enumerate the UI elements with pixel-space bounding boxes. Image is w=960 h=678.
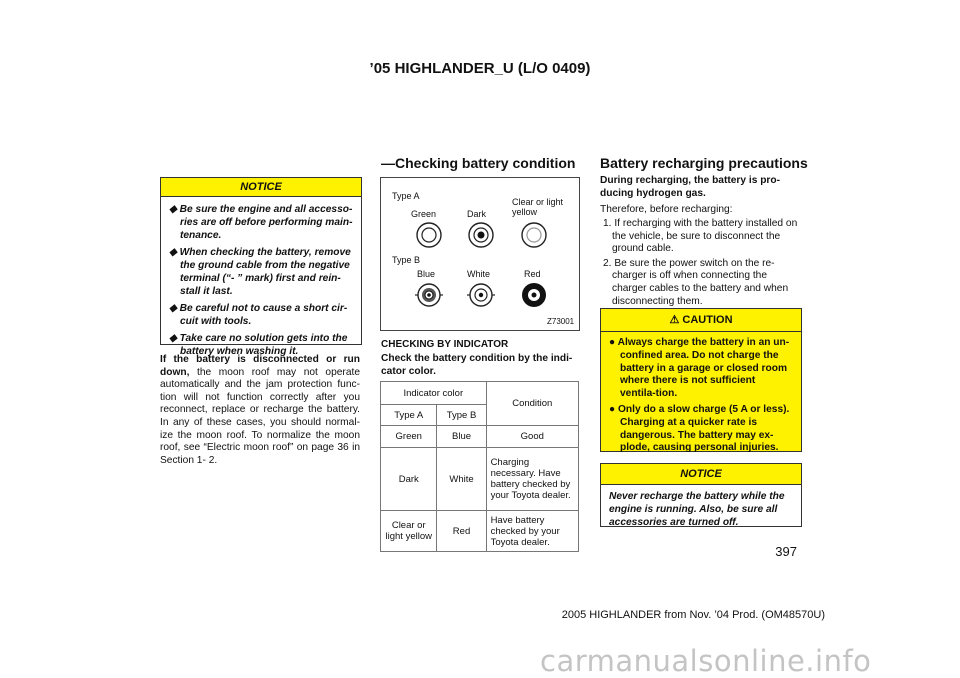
notice-item: ◆ Take care no solution gets into the battery when washing it.	[169, 333, 348, 357]
watermark: carmanualsonline.info	[540, 644, 872, 678]
cell-type-a: Dark	[381, 448, 437, 511]
recharging-intro: During recharging, the battery is pro-ducing hydrogen gas.	[600, 175, 781, 199]
fig-red-label: Red	[524, 269, 541, 279]
page-header: ’05 HIGHLANDER_U (L/O 0409)	[369, 60, 591, 77]
table-row	[381, 426, 579, 448]
section-title-recharging: Battery recharging precautions	[600, 155, 808, 171]
notice-box	[160, 177, 362, 357]
fig-dark-label: Dark	[467, 209, 487, 219]
caution-box	[600, 308, 802, 452]
table-row	[381, 448, 579, 511]
fig-clear-label: Clear or light yellow	[512, 197, 564, 217]
recharge-notice-box	[600, 463, 802, 527]
cell-condition: Charging necessary. Have battery checked by your Toyota dealer.	[486, 448, 578, 511]
recharge-notice-title: NOTICE	[601, 464, 801, 485]
table-row	[381, 511, 579, 552]
caution-item: ● Always charge the battery in an un-confined area. Do not charge the battery in a garage or closed room where there is not sufficient ventila-tion.	[609, 337, 790, 400]
indicator-clear-icon	[522, 223, 546, 247]
fig-green-label: Green	[411, 209, 437, 219]
th-type-b: Type B	[437, 405, 486, 426]
cell-condition: Good	[486, 426, 578, 448]
indicator-red-icon	[522, 283, 546, 307]
cell-type-a: Green	[381, 426, 437, 448]
fig-white-label: White	[467, 269, 491, 279]
caution-title: ⚠ CAUTION	[601, 309, 801, 332]
fig-type-b: Type B	[392, 255, 421, 265]
th-condition: Condition	[486, 382, 578, 426]
th-type-a: Type A	[381, 405, 437, 426]
checking-instruction: Check the battery condition by the indi-cator color.	[381, 353, 573, 377]
recharging-steps	[600, 218, 800, 310]
caution-item: ● Only do a slow charge (5 A or less). Charging at a quicker rate is dangerous. The battery may ex-plode, causing personal injuries.	[609, 403, 790, 454]
step-item: 1. If recharging with the battery installed on the vehicle, be sure to disconnect the ground cable.	[603, 218, 798, 255]
fig-code: Z73001	[547, 317, 575, 326]
recharging-therefore: Therefore, before recharging:	[600, 204, 733, 215]
indicator-table	[380, 381, 579, 552]
notice-item: ◆ Be careful not to cause a short cir-cuit with tools.	[169, 303, 348, 327]
indicator-figure	[380, 177, 580, 331]
cell-type-a: Clear or light yellow	[381, 511, 437, 552]
moon-roof-text: the moon roof may not operate automatically and the jam protection func-tion will not function correctly after you reconnect, replace or recharge the battery. In any of these cases, you should normal-ize the moon roof. To normalize the moon roof, see “Electric moon roof” on page 36 in Section 1- 2.	[160, 366, 360, 466]
recharge-notice-text: Never recharge the battery while the engine is running. Also, be sure all accessories are turned off.	[609, 491, 785, 528]
fig-blue-label: Blue	[417, 269, 436, 279]
indicator-blue-icon	[415, 284, 443, 306]
fig-type-a: Type A	[392, 191, 420, 201]
step-item: 2. Be sure the power switch on the re-charger is off when connecting the charger cables to the battery and when disconnecting them.	[603, 257, 789, 307]
indicator-green-icon	[417, 223, 441, 247]
cell-condition: Have battery checked by your Toyota dealer.	[486, 511, 578, 552]
indicator-white-icon	[467, 284, 495, 306]
indicator-drawing	[381, 178, 579, 330]
notice-title: NOTICE	[161, 178, 361, 197]
warning-triangle-icon: ⚠	[669, 314, 680, 326]
caution-list	[601, 332, 801, 463]
notice-list	[161, 197, 361, 368]
notice-item: ◆ When checking the battery, remove the ground cable from the negative terminal (“- ” mark) first and rein-stall it last.	[169, 247, 351, 297]
cell-type-b: Red	[437, 511, 486, 552]
page-number: 397	[775, 544, 797, 559]
cell-type-b: White	[437, 448, 486, 511]
indicator-dark-icon	[469, 223, 493, 247]
checking-subheading: CHECKING BY INDICATOR	[381, 339, 509, 350]
th-indicator-color: Indicator color	[381, 382, 487, 405]
notice-item: ◆ Be sure the engine and all accesso-ries are off before performing main-tenance.	[169, 204, 353, 241]
moon-roof-paragraph	[160, 354, 360, 467]
moon-roof-lead: If the battery is disconnected or run down,	[160, 354, 360, 378]
cell-type-b: Blue	[437, 426, 486, 448]
section-title-checking: —Checking battery condition	[381, 155, 576, 171]
page-footer: 2005 HIGHLANDER from Nov. ’04 Prod. (OM48570U)	[561, 609, 825, 621]
